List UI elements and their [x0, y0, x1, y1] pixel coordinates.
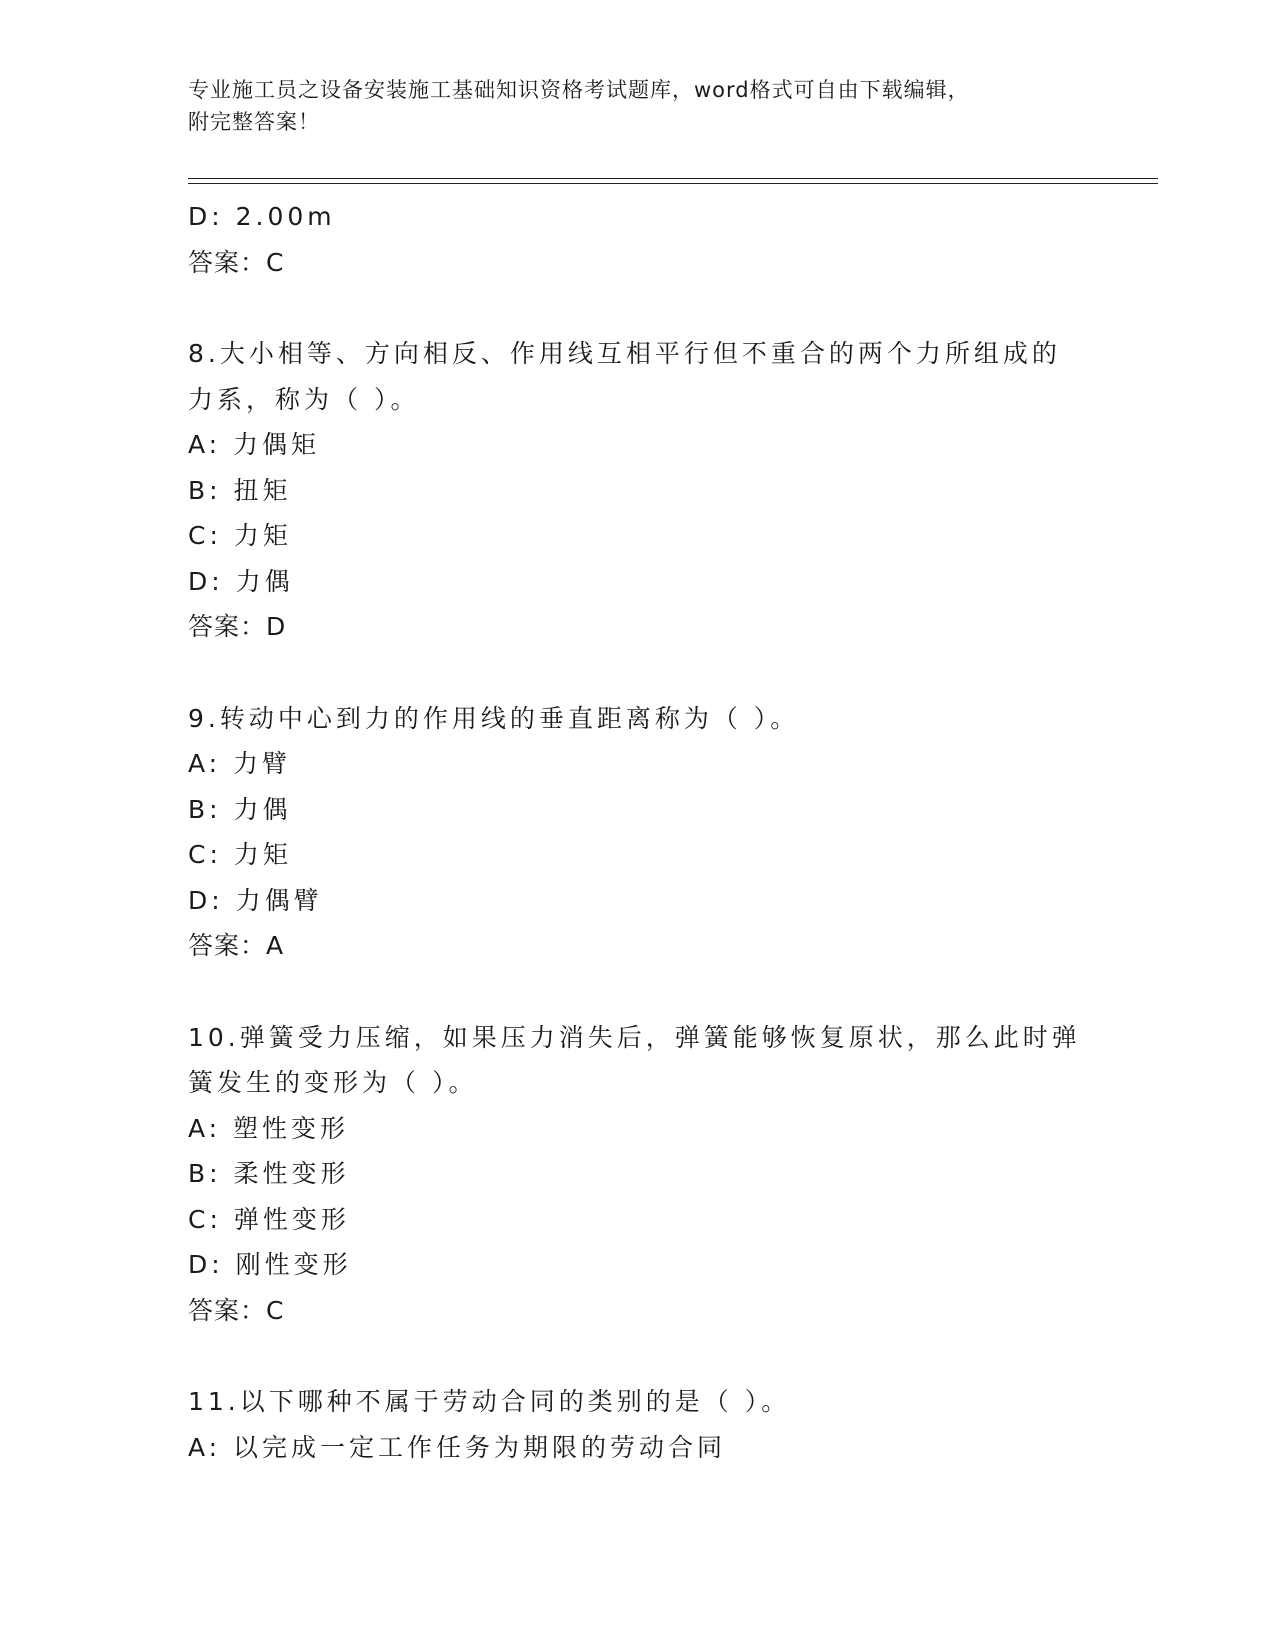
option-a: A: 塑性变形 [188, 1113, 350, 1143]
question-stem-continued: 簧发生的变形为（ ）。 [188, 1068, 478, 1097]
spacer [188, 650, 1088, 696]
option-b: B: 柔性变形 [188, 1159, 350, 1188]
header-line-1: 专业施工员之设备安装施工基础知识资格考试题库，word格式可自由下载编辑， [188, 78, 970, 102]
question-11 [188, 1379, 1088, 1470]
answer-line: 答案：C [188, 1295, 285, 1325]
option-c: C: 弹性变形 [188, 1204, 350, 1234]
question-stem: 10.弹簧受力压缩，如果压力消失后，弹簧能够恢复原状，那么此时弹 [188, 1022, 1081, 1052]
option-c: C: 力矩 [188, 521, 292, 550]
option-d: D: 力偶 [188, 566, 294, 596]
option-d: D: 力偶臂 [188, 885, 323, 915]
spacer [188, 1333, 1088, 1379]
spacer [188, 285, 1088, 331]
question-9 [188, 696, 1088, 969]
document-header [188, 74, 1088, 138]
question-stem: 9.转动中心到力的作用线的垂直距离称为（ ）。 [188, 703, 800, 733]
question-10 [188, 1015, 1088, 1334]
option-b: B: 扭矩 [188, 475, 292, 505]
header-divider-bottom [188, 183, 1158, 184]
question-stem: 8.大小相等、方向相反、作用线互相平行但不重合的两个力所组成的 [188, 339, 1061, 368]
option-d: D: 刚性变形 [188, 1250, 352, 1279]
header-divider-top [188, 178, 1158, 179]
answer-line: 答案：D [188, 612, 287, 641]
header-line-2: 附完整答案！ [188, 110, 320, 134]
option-c: C: 力矩 [188, 840, 292, 869]
question-8 [188, 331, 1088, 650]
option-d: D: 2.00m [188, 202, 336, 231]
spacer [188, 969, 1088, 1015]
question-stem-continued: 力系，称为（ ）。 [188, 384, 420, 414]
answer-line: 答案：A [188, 931, 285, 960]
option-b: B: 力偶 [188, 794, 292, 824]
question-stem: 11.以下哪种不属于劳动合同的类别的是（ ）。 [188, 1387, 791, 1416]
option-a: A: 力臂 [188, 749, 292, 778]
answer-line: 答案：C [188, 247, 285, 277]
option-a: A: 以完成一定工作任务为期限的劳动合同 [188, 1432, 727, 1462]
option-a: A: 力偶矩 [188, 430, 321, 459]
question-content [188, 194, 1088, 1470]
